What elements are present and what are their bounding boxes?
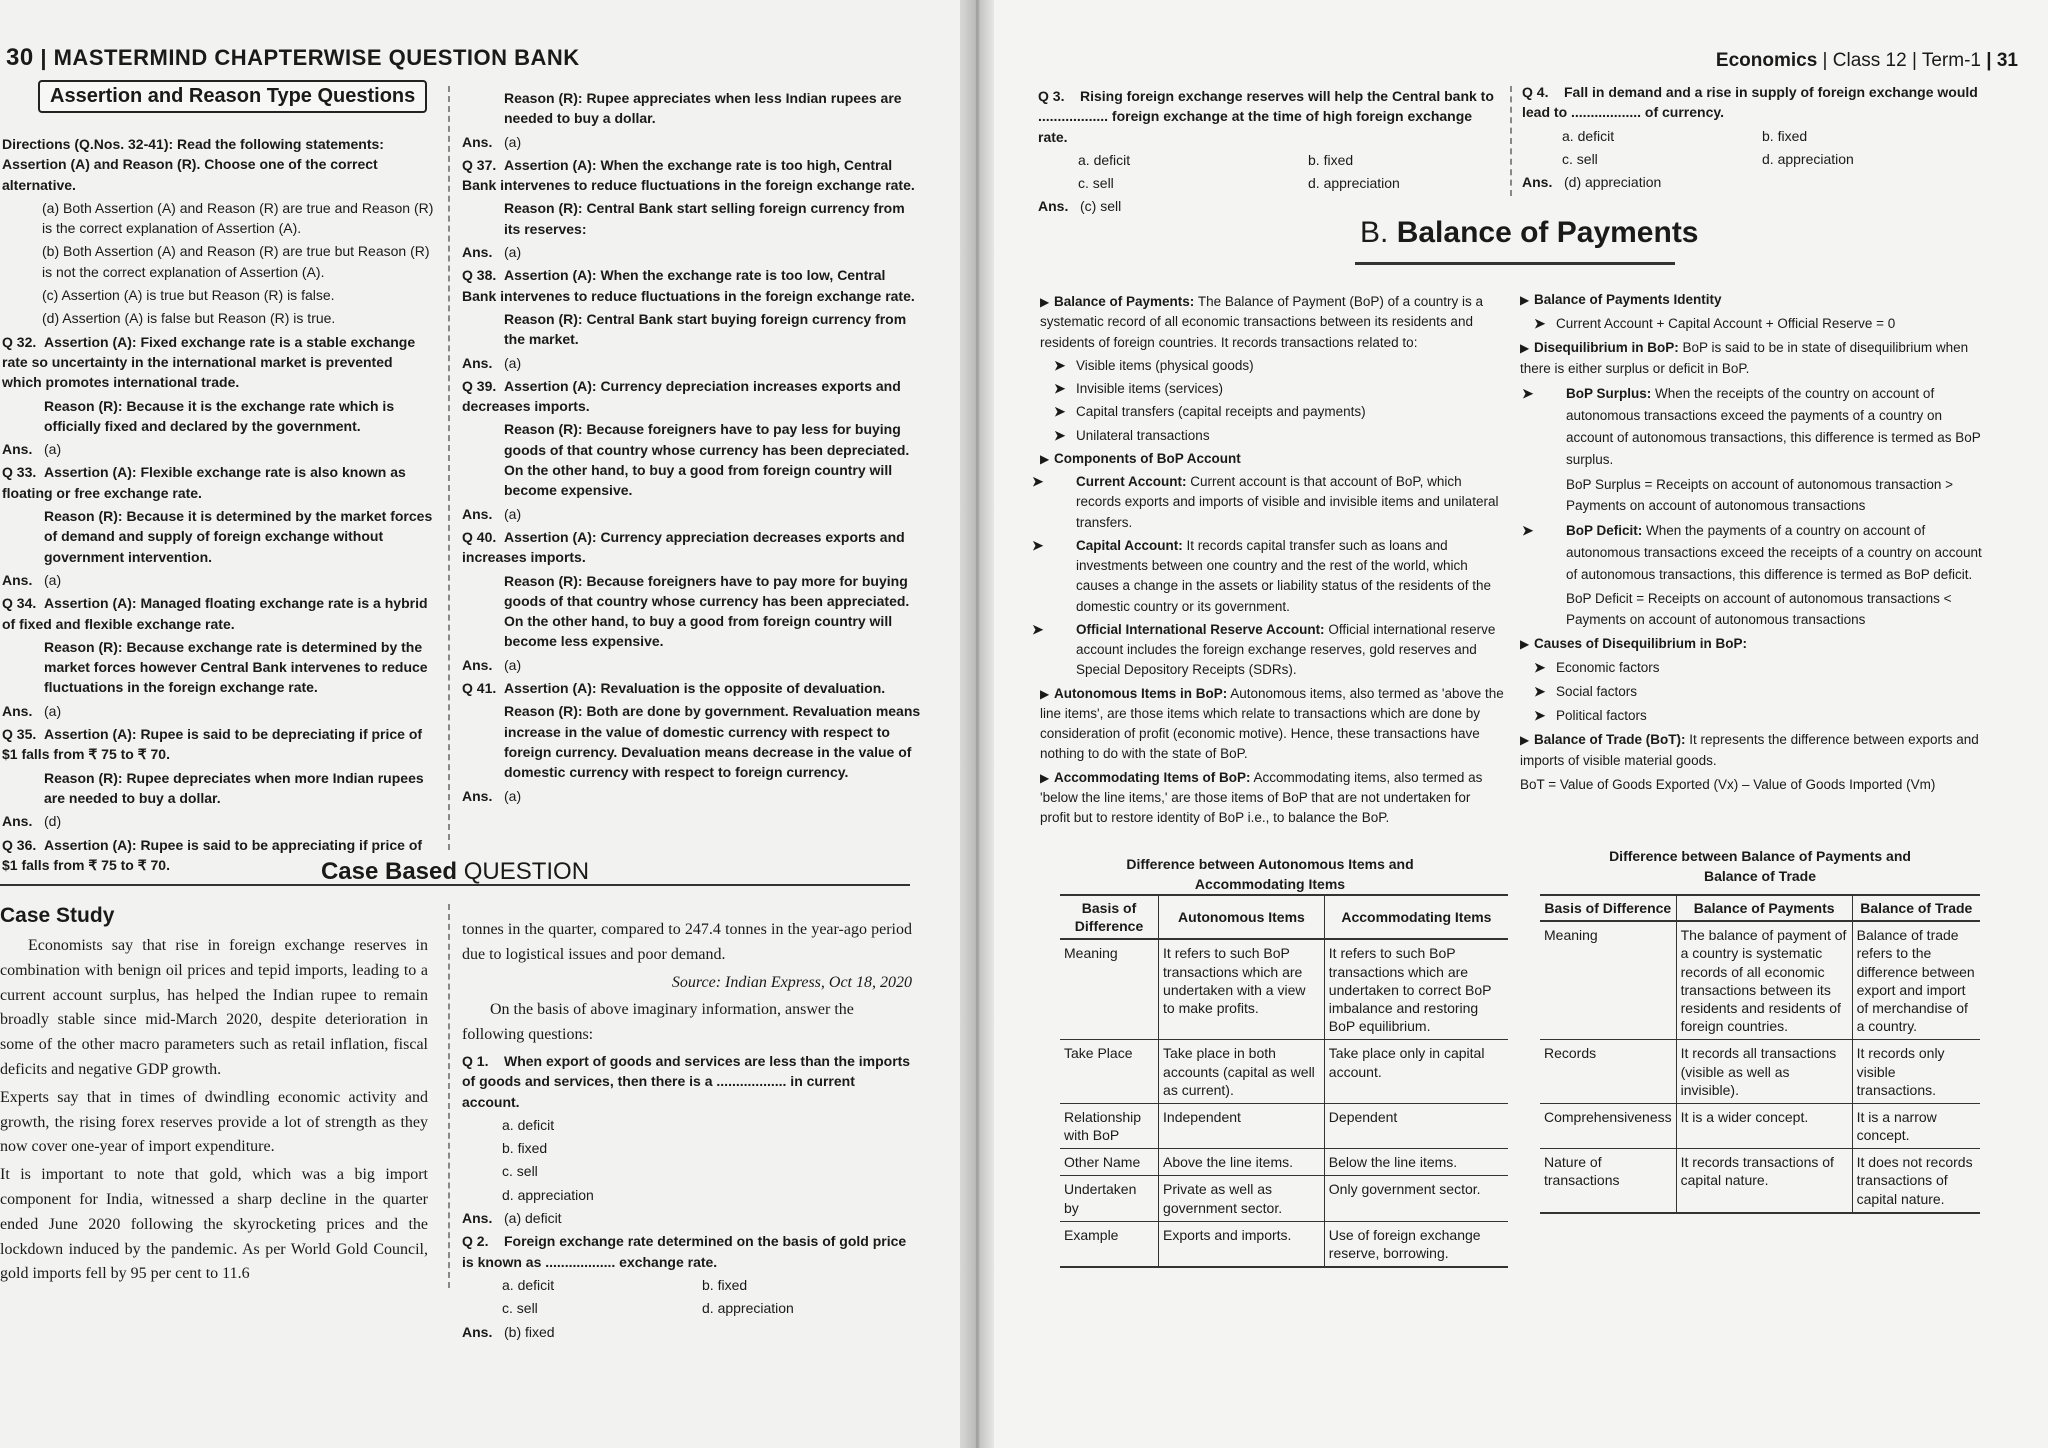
term-label: Term-1 bbox=[1921, 50, 1981, 71]
table-cell: Below the line items. bbox=[1324, 1149, 1508, 1176]
table-row bbox=[1060, 1040, 1508, 1104]
assertion-text: Assertion (A): Revaluation is the opposite of devaluation. bbox=[504, 680, 886, 697]
table-row bbox=[1060, 1176, 1508, 1221]
table-cell: The balance of payment of a country is systematic records of all economic transactions between its residents and residents of foreign countries. bbox=[1676, 921, 1852, 1040]
table-cell: Only government sector. bbox=[1324, 1176, 1508, 1221]
q-number: Q 34. bbox=[2, 595, 37, 612]
assertion-text: Assertion (A): Rupee is said to be appreciating if price of $1 falls from ₹ 75 to ₹ 70. bbox=[2, 836, 423, 873]
table-row bbox=[1060, 1221, 1508, 1267]
table-cell: Records bbox=[1540, 1040, 1676, 1104]
option-b: b. fixed bbox=[1308, 151, 1354, 168]
table-cell: Relationship with BoP bbox=[1060, 1103, 1159, 1148]
table-cell: It refers to such BoP transactions which are undertaken with a view to make profits. bbox=[1159, 939, 1325, 1039]
bop-section-title bbox=[1360, 216, 1699, 250]
case-para-3: It is important to note that gold, which was a big import component for India, witnessed a sharp decline in the quarter ended June 2020 following the skyrocketing prices and the lockdown induced by the pandemic. As per World Gold Council, gold imports fell by 95 per cent to 11.6 bbox=[0, 1166, 428, 1283]
surplus-formula: BoP Surplus = Receipts on account of autonomous transaction > Payments on account of autonomous transactions bbox=[1566, 476, 1953, 513]
table-cell: Above the line items. bbox=[1159, 1149, 1325, 1176]
table-cell: Balance of trade refers to the difference between export and import of merchandise of a country. bbox=[1852, 921, 1980, 1040]
option-d: (d) Assertion (A) is false but Reason (R) is true. bbox=[42, 310, 336, 327]
table-cell: Other Name bbox=[1060, 1149, 1159, 1176]
assertion-text: Assertion (A): When the exchange rate is too high, Central Bank intervenes to reduce fluctuations in the foreign exchange rate. bbox=[462, 156, 915, 194]
table-row bbox=[1540, 1149, 1980, 1213]
answer: (a) bbox=[504, 244, 522, 261]
table-cell: It records all transactions (visible as well as invisible). bbox=[1676, 1040, 1852, 1104]
left-page-header: 30 | MASTERMIND CHAPTERWISE QUESTION BANK bbox=[6, 44, 580, 71]
table-cell: Undertaken by bbox=[1060, 1176, 1159, 1221]
option-a: a. deficit bbox=[1078, 151, 1131, 168]
column-header: Autonomous Items bbox=[1159, 895, 1325, 939]
table1-caption: Difference between Autonomous Items and Accommodating Items bbox=[1126, 856, 1414, 893]
table-cell: Take Place bbox=[1060, 1040, 1159, 1104]
case-question-3: Q 3. Rising foreign exchange reserves will help the Central bank to .................. foreign exchange at the time of high foreign exchange rate. a. deficit b. fixed c. sell d. appreciation Ans. (c) sell bbox=[1038, 88, 1494, 215]
answer: (c) sell bbox=[1080, 198, 1122, 215]
question-text: Rising foreign exchange reserves will help the Central bank to .................. foreign exchange at the time of high foreign exchange rate. bbox=[1038, 88, 1494, 145]
answer: (a) bbox=[504, 505, 522, 522]
assertion-section-title: Assertion and Reason Type Questions bbox=[38, 80, 427, 113]
table-cell: It does not records transactions of capital nature. bbox=[1852, 1149, 1980, 1213]
q-number: Q 32. bbox=[2, 333, 37, 350]
surplus-heading: BoP Surplus: bbox=[1566, 385, 1652, 401]
table-cell: It records only visible transactions. bbox=[1852, 1040, 1980, 1104]
question-text: Fall in demand and a rise in supply of foreign exchange would lead to .................. of currency. bbox=[1522, 84, 1978, 121]
cause-item: Social factors bbox=[1556, 684, 1638, 700]
question-text: Foreign exchange rate determined on the basis of gold price is known as .................. exchange rate. bbox=[462, 1233, 907, 1270]
assertion-text: Assertion (A): Flexible exchange rate is also known as floating or free exchange rate. bbox=[2, 464, 406, 501]
table-row bbox=[1060, 1149, 1508, 1176]
bot-formula: BoT = Value of Goods Exported (Vx) – Value of Goods Imported (Vm) bbox=[1520, 776, 1936, 792]
q-number: Q 41. bbox=[462, 680, 497, 697]
q-number: Q 4. bbox=[1522, 84, 1549, 100]
column-header: Balance of Trade bbox=[1852, 895, 1980, 921]
reason-text: Reason (R): Because it is the exchange rate which is officially fixed and declared by the government. bbox=[44, 397, 395, 434]
reason-text: Reason (R): Central Bank start selling foreign currency from its reserves: bbox=[504, 200, 905, 237]
causes-heading: Causes of Disequilibrium in BoP: bbox=[1534, 636, 1748, 652]
table-cell: Meaning bbox=[1060, 939, 1159, 1039]
case-study-col-1 bbox=[0, 934, 428, 1290]
assertion-text: Assertion (A): Managed floating exchange rate is a hybrid of fixed and flexible exchange rate. bbox=[2, 595, 428, 632]
autonomous-text: Autonomous items, also termed as 'above the line items', are those items which relate to transactions which are done by consideration of profit (economic motive). Hence, these transactions have nothing to do with the state of BoP. bbox=[1040, 685, 1504, 762]
column-header: Basis of Difference bbox=[1060, 895, 1159, 939]
section-title-text: Balance of Payments bbox=[1396, 216, 1699, 249]
q-number: Q 3. bbox=[1038, 88, 1065, 104]
case-para-4: tonnes in the quarter, compared to 247.4 tonnes in the year-ago period due to logistical issues and poor demand. bbox=[462, 921, 912, 963]
option-c: c. sell bbox=[502, 1163, 538, 1180]
q-number: Q 39. bbox=[462, 377, 497, 394]
right-page-header: Economics | Class 12 | Term-1 | 31 bbox=[1715, 50, 2018, 71]
cause-item: Political factors bbox=[1556, 708, 1647, 723]
bop-heading: Balance of Payments: bbox=[1054, 294, 1195, 309]
identity-formula: Current Account + Capital Account + Official Reserve = 0 bbox=[1556, 315, 1896, 331]
bot-text: It represents the difference between exports and imports of visible material goods. bbox=[1520, 731, 1979, 768]
case-based-heading bbox=[0, 858, 910, 886]
case-bar-light: QUESTION bbox=[463, 858, 590, 885]
option-a: (a) Both Assertion (A) and Reason (R) are true and Reason (R) is the correct explanation of Assertion (A). bbox=[42, 199, 434, 237]
answer: (d) bbox=[44, 813, 62, 830]
right-page-number: 31 bbox=[1996, 50, 2018, 71]
table2-caption: Difference between Balance of Payments and Balance of Trade bbox=[1609, 848, 1911, 885]
table-cell: Private as well as government sector. bbox=[1159, 1176, 1325, 1221]
capital-account-text: It records capital transfer such as loans and investments between one country and the rest of the world, which causes a change in the assets or liability status of the residents of the domestic country or its government. bbox=[1076, 537, 1491, 614]
q-number: Q 33. bbox=[2, 464, 37, 481]
bop-item: Capital transfers (capital receipts and payments) bbox=[1076, 404, 1366, 420]
surplus-text: When the receipts of the country on account of autonomous transactions exceed the payments of a country on account of autonomous transactions, this difference is termed as BoP surplus. bbox=[1566, 385, 1981, 468]
table-row bbox=[1060, 939, 1508, 1039]
section-letter: B. bbox=[1360, 216, 1389, 249]
answer: (a) bbox=[44, 441, 62, 458]
bop-item: Unilateral transactions bbox=[1076, 427, 1210, 443]
case-column-divider bbox=[448, 904, 450, 1288]
question-39: Q 39. Assertion (A): Currency depreciation increases exports and decreases imports. Reason (R): Because foreigners have to pay less for buying goods of that country whose currency has been depreciated. On the other hand, to buy a good from foreign country will become expensive. Ans. (a) bbox=[462, 376, 922, 524]
option-d: d. appreciation bbox=[1762, 150, 1854, 167]
column-divider bbox=[448, 86, 450, 850]
table-cell: It records transactions of capital nature. bbox=[1676, 1149, 1852, 1213]
q-number: Q 40. bbox=[462, 528, 497, 545]
table-cell: Dependent bbox=[1324, 1103, 1508, 1148]
accommodating-heading: Accommodating Items of BoP: bbox=[1054, 769, 1251, 785]
official-reserve-heading: Official International Reserve Account: bbox=[1076, 621, 1325, 637]
bop-text: The Balance of Payment (BoP) of a country is a systematic record of all economic transactions between its residents and residents of foreign countries. It records transactions related to: bbox=[1040, 294, 1483, 350]
option-c: c. sell bbox=[502, 1300, 538, 1317]
question-32: Q 32. Assertion (A): Fixed exchange rate is a stable exchange rate so uncertainty in the international market is prevented which promotes international trade. Reason (R): Because it is the exchange rate which is officially fixed and declared by the government. Ans. (a) bbox=[2, 332, 434, 460]
table-cell: Take place only in capital account. bbox=[1324, 1040, 1508, 1104]
assertion-text: Assertion (A): When the exchange rate is too low, Central Bank intervenes to reduce fluctuations in the foreign exchange rate. bbox=[462, 267, 915, 304]
option-b: b. fixed bbox=[1762, 127, 1808, 144]
q-number: Q 35. bbox=[2, 726, 37, 743]
reason-text: Reason (R): Central Bank start buying foreign currency from the market. bbox=[504, 310, 907, 348]
table-cell: It is a wider concept. bbox=[1676, 1103, 1852, 1148]
title-underline bbox=[1355, 262, 1675, 265]
answer: (a) bbox=[44, 571, 62, 588]
table-cell: It refers to such BoP transactions which are undertaken to correct BoP imbalance and restoring BoP equilibrium. bbox=[1324, 939, 1508, 1039]
table-cell: Example bbox=[1060, 1221, 1159, 1267]
case-para-1: Economists say that rise in foreign exchange reserves in combination with benign oil prices and tepid imports, leading to a current account surplus, has helped the Indian rupee to remain broadly stable since mid-March 2020, despite deterioration in some of the other macro parameters such as retail inflation, fiscal deficits and negative GDP growth. bbox=[0, 937, 428, 1078]
subject-label: Economics bbox=[1715, 50, 1818, 71]
capital-account-heading: Capital Account: bbox=[1076, 537, 1183, 553]
table-row bbox=[1060, 1103, 1508, 1148]
disequilibrium-text: BoP is said to be in state of disequilibrium when there is either surplus or deficit in BoP. bbox=[1520, 339, 1969, 376]
deficit-formula: BoP Deficit = Receipts on account of autonomous transactions < Payments on account of autonomous transactions bbox=[1566, 591, 1952, 628]
q-number: Q 2. bbox=[462, 1233, 489, 1250]
table-header-row bbox=[1540, 895, 1980, 921]
option-c: c. sell bbox=[1078, 175, 1114, 192]
assertion-col-2: Reason (R): Rupee appreciates when less Indian rupees are needed to buy a dollar. Ans. (a) Q 37. Assertion (A): When the exchange rate is too high, Central Bank intervenes to reduce fluctuations in the foreign exchange rate. Reason (R): Central Bank start selling foreign currency from its reserves: Ans. (a) Q 38. Assertion (A): When the exchange rate is too low, Central Bank intervenes to reduce fluctuations in the foreign exchange rate. Reason (R): Central Bank start buying foreign currency from the market. Ans. (a) Q 39. Assertion (A): Currency depreciation increases exports and decreases imports. Reason (R): Because foreigners have to pay less for buying goods of that country whose currency has been depreciated. On the other hand, to buy a good from foreign country will become expensive. Ans. (a) Q 40. Assertion (A): Currency appreciation decreases exports and increases imports. Reason (R): Because foreigners have to pay more for buying goods of that country whose currency has been appreciated. On the other hand, to buy a good from foreign country will become less expensive. Ans. (a) Q 41. Assertion (A): Revaluation is the opposite of devaluation. Reason (R): Both are done by government. Revaluation means increase in the value of domestic currency with respect to foreign currency. Devaluation means decrease in the value of domestic currency with respect to foreign currency. Ans. (a) bbox=[462, 88, 922, 809]
current-account-text: Current account is that account of BoP, which records exports and imports of visible and invisible items and unilateral transfers. bbox=[1076, 474, 1499, 530]
bop-right-column: ▶ Balance of Payments Identity ➤ Current Account + Capital Account + Official Reserve = 0 ▶ Disequilibrium in BoP: BoP is said to be in state of disequilibrium when there is either surplus or deficit in BoP. ➤ BoP Surplus: When the receipts of the country on account of autonomous transactions exceed the payments of a country on account of autonomous transactions, this difference is termed as BoP surplus. BoP Surplus = Receipts on account of autonomous transaction > Payments on account of autonomous transactions ➤ BoP Deficit: When the payments of a country on account of autonomous transactions exceed the receipts of a country on account of autonomous transactions, this difference is termed as BoP deficit. BoP Deficit = Receipts on account of autonomous transactions < Payments on account of autonomous transactions ▶ Causes of Disequilibrium in BoP: ➤ Economic factors ➤ Social factors ➤ Political factors ▶ Balance of Trade (BoT): It represents the difference between exports and imports of visible material goods. BoT = Value of Goods Exported (Vx) – Value of Goods Imported (Vm) bbox=[1520, 290, 1988, 799]
table-row bbox=[1540, 1103, 1980, 1148]
question-38: Q 38. Assertion (A): When the exchange rate is too low, Central Bank intervenes to reduce fluctuations in the foreign exchange rate. Reason (R): Central Bank start buying foreign currency from the market. Ans. (a) bbox=[462, 265, 922, 372]
q-number: Q 38. bbox=[462, 267, 497, 284]
table-cell: Independent bbox=[1159, 1103, 1325, 1148]
q-number: Q 1. bbox=[462, 1052, 489, 1069]
bop-item: Invisible items (services) bbox=[1076, 381, 1224, 396]
option-c: c. sell bbox=[1562, 150, 1598, 167]
q-number: Q 37. bbox=[462, 156, 497, 173]
table-cell: Comprehensiveness bbox=[1540, 1103, 1676, 1148]
option-b: (b) Both Assertion (A) and Reason (R) are true but Reason (R) is not the correct explanation of Assertion (A). bbox=[42, 243, 430, 280]
reason-text: Reason (R): Both are done by government. Revaluation means increase in the value of domestic currency with respect to foreign currency. Devaluation means decrease in the value of domestic currency with respect to foreign currency. bbox=[504, 703, 921, 781]
identity-heading: Balance of Payments Identity bbox=[1534, 292, 1722, 307]
table-row bbox=[1540, 1040, 1980, 1104]
q36-answer: (a) bbox=[504, 133, 522, 150]
left-page-number: 30 bbox=[6, 44, 34, 71]
current-account-heading: Current Account: bbox=[1076, 474, 1187, 489]
reason-text: Reason (R): Rupee depreciates when more Indian rupees are needed to buy a dollar. bbox=[44, 769, 424, 806]
answer: (a) bbox=[44, 702, 62, 719]
table-cell: Meaning bbox=[1540, 921, 1676, 1040]
autonomous-heading: Autonomous Items in BoP: bbox=[1054, 685, 1228, 701]
answer: (b) fixed bbox=[504, 1323, 555, 1340]
option-d: d. appreciation bbox=[1308, 175, 1400, 192]
bop-vs-bot-table bbox=[1540, 894, 1980, 1214]
answer: (a) bbox=[504, 787, 522, 804]
question-34: Q 34. Assertion (A): Managed floating exchange rate is a hybrid of fixed and flexible exchange rate. Reason (R): Because exchange rate is determined by the market forces however Central Bank intervenes to reduce fluctuations in the foreign exchange rate. Ans. (a) bbox=[2, 593, 434, 721]
option-a: a. deficit bbox=[1562, 127, 1615, 144]
question-33: Q 33. Assertion (A): Flexible exchange rate is also known as floating or free exchange rate. Reason (R): Because it is determined by the market forces of demand and supply of foreign exchange without government intervention. Ans. (a) bbox=[2, 464, 433, 588]
answer: (a) bbox=[504, 656, 522, 673]
case-question-4: Q 4. Fall in demand and a rise in supply of foreign exchange would lead to .................. of currency. a. deficit b. fixed c. sell d. appreciation Ans. (d) appreciation bbox=[1522, 84, 1978, 191]
assertion-col-1 bbox=[2, 134, 434, 878]
case-study-col-2 bbox=[462, 918, 912, 1345]
question-37: Q 37. Assertion (A): When the exchange rate is too high, Central Bank intervenes to reduce fluctuations in the foreign exchange rate. Reason (R): Central Bank start selling foreign currency from its reserves: Ans. (a) bbox=[462, 155, 922, 262]
brand-title: MASTERMIND CHAPTERWISE QUESTION BANK bbox=[53, 45, 580, 70]
option-d: d. appreciation bbox=[702, 1300, 794, 1317]
accommodating-text: Accommodating items, also termed as 'below the line items,' are those items of BoP that are not undertaken for profit but to restore identity of BoP i.e., to balance the BoP. bbox=[1040, 769, 1483, 825]
class-label: Class 12 bbox=[1832, 50, 1907, 71]
q-column-divider bbox=[1510, 86, 1512, 196]
reason-text: Reason (R): Because foreigners have to pay more for buying goods of that country whose currency has been appreciated. On the other hand, to buy a good from foreign country will become less expensive. bbox=[504, 572, 910, 650]
q36-reason: Reason (R): Rupee appreciates when less Indian rupees are needed to buy a dollar. bbox=[504, 90, 902, 127]
table-header-row bbox=[1060, 895, 1508, 939]
option-c: (c) Assertion (A) is true but Reason (R) is false. bbox=[42, 287, 335, 304]
case-source: Source: Indian Express, Oct 18, 2020 bbox=[671, 973, 912, 991]
question-41: Q 41. Assertion (A): Revaluation is the opposite of devaluation. Reason (R): Both are done by government. Revaluation means increase in the value of domestic currency with respect to foreign currency. Devaluation means decrease in the value of domestic currency with respect to foreign currency. Ans. (a) bbox=[462, 680, 921, 804]
table-row bbox=[1540, 921, 1980, 1040]
components-heading: Components of BoP Account bbox=[1054, 450, 1241, 466]
table-cell: Use of foreign exchange reserve, borrowing. bbox=[1324, 1221, 1508, 1267]
column-header: Accommodating Items bbox=[1324, 895, 1508, 939]
bop-left-column: ▶ Balance of Payments: The Balance of Payment (BoP) of a country is a systematic record of all economic transactions between its residents and residents of foreign countries. It records transactions related to: ➤ Visible items (physical goods) ➤ Invisible items (services) ➤ Capital transfers (capital receipts and payments) ➤ Unilateral transactions ▶ Components of BoP Account ➤ Current Account: Current account is that account of BoP, which records exports and imports of visible and invisible items and unilateral transfers. ➤ Capital Account: It records capital transfer such as loans and investments between one country and the rest of the world, which causes a change in the assets or liability status of the residents of the domestic country or its government. ➤ Official International Reserve Account: Official international reserve account includes the foreign exchange reserves, gold reserves and Special Depository Receipts (SDRs). ▶ Autonomous Items in BoP: Autonomous items, also termed as 'above the line items', are those items which relate to transactions which are done by consideration of profit (economic motive). Hence, these transactions have nothing to do with the state of BoP. ▶ Accommodating Items of BoP: Accommodating items, also termed as 'below the line items,' are those items of BoP that are not undertaken for profit but to restore identity of BoP i.e., to balance the BoP. bbox=[1032, 294, 1504, 825]
case-bar-bold: Case Based bbox=[320, 858, 458, 885]
q-number: Q 36. bbox=[2, 836, 37, 853]
autonomous-vs-accommodating-table bbox=[1060, 894, 1508, 1268]
reason-text: Reason (R): Because foreigners have to pay less for buying goods of that country whose currency has been depreciated. On the other hand, to buy a good from foreign country will become expensive. bbox=[504, 421, 910, 499]
table-cell: It is a narrow concept. bbox=[1852, 1103, 1980, 1148]
case-question-1: Q 1. When export of goods and services are less than the imports of goods and services, then there is a .................. in current account. a. deficit b. fixed c. sell d. appreciation Ans. (a) deficit bbox=[462, 1052, 911, 1227]
book-gutter bbox=[960, 0, 994, 1448]
bot-heading: Balance of Trade (BoT): bbox=[1534, 731, 1686, 747]
case-question-2: Q 2. Foreign exchange rate determined on the basis of gold price is known as .................. exchange rate. a. deficit b. fixed c. sell d. appreciation Ans. (b) fixed bbox=[462, 1233, 907, 1340]
directions: Directions (Q.Nos. 32-41): Read the following statements: Assertion (A) and Reason (R). Choose one of the correct alternative. bbox=[2, 136, 384, 193]
disequilibrium-heading: Disequilibrium in BoP: bbox=[1534, 339, 1679, 355]
answer: (a) deficit bbox=[504, 1210, 562, 1227]
question-40: Q 40. Assertion (A): Currency appreciation decreases exports and increases imports. Reason (R): Because foreigners have to pay more for buying goods of that country whose currency has been appreciated. On the other hand, to buy a good from foreign country will become less expensive. Ans. (a) bbox=[462, 527, 922, 675]
option-a: a. deficit bbox=[502, 1116, 555, 1133]
answer: (d) appreciation bbox=[1564, 174, 1662, 191]
assertion-text: Assertion (A): Currency depreciation increases exports and decreases imports. bbox=[462, 377, 901, 415]
reason-text: Reason (R): Because exchange rate is determined by the market forces however Central Bank intervenes to reduce fluctuations in the foreign exchange rate. bbox=[44, 638, 428, 696]
deficit-heading: BoP Deficit: bbox=[1566, 522, 1643, 538]
question-35: Q 35. Assertion (A): Rupee is said to be depreciating if price of $1 falls from ₹ 75 to ₹ 70. Reason (R): Rupee depreciates when more Indian rupees are needed to buy a dollar. Ans. (d) bbox=[2, 724, 434, 831]
assertion-text: Assertion (A): Rupee is said to be depreciating if price of $1 falls from ₹ 75 to ₹ 70. bbox=[2, 726, 423, 763]
table-cell: Take place in both accounts (capital as well as current). bbox=[1159, 1040, 1325, 1104]
official-reserve-text: Official international reserve account includes the foreign exchange reserves, gold reserves and Special Depository Receipts (SDRs). bbox=[1076, 621, 1496, 678]
assertion-text: Assertion (A): Fixed exchange rate is a stable exchange rate so uncertainty in the international market is prevented which promotes international trade. bbox=[2, 333, 416, 391]
reason-text: Reason (R): Because it is determined by the market forces of demand and supply of foreign exchange without government intervention. bbox=[44, 508, 433, 565]
option-b: b. fixed bbox=[502, 1140, 548, 1157]
question-text: When export of goods and services are less than the imports of goods and services, then there is a .................. in current account. bbox=[462, 1052, 911, 1110]
option-b: b. fixed bbox=[702, 1276, 748, 1293]
cause-item: Economic factors bbox=[1556, 660, 1660, 676]
option-a: a. deficit bbox=[502, 1276, 555, 1293]
column-header: Balance of Payments bbox=[1676, 895, 1852, 921]
table-cell: Exports and imports. bbox=[1159, 1221, 1325, 1267]
case-intro: On the basis of above imaginary information, answer the following questions: bbox=[462, 1001, 854, 1044]
option-d: d. appreciation bbox=[502, 1186, 594, 1203]
table-cell: Nature of transactions bbox=[1540, 1149, 1676, 1213]
answer: (a) bbox=[504, 354, 522, 371]
case-study-title: Case Study bbox=[0, 904, 115, 927]
assertion-text: Assertion (A): Currency appreciation decreases exports and increases imports. bbox=[462, 528, 905, 566]
case-para-2: Experts say that in times of dwindling economic activity and growth, the rising forex reserves provide a lot of strength as they now cover one-year of import expenditure. bbox=[0, 1088, 428, 1156]
deficit-text: When the payments of a country on account of autonomous transactions exceed the receipts of a country on account of autonomous transactions, this difference is termed as BoP deficit. bbox=[1566, 522, 1982, 583]
column-header: Basis of Difference bbox=[1540, 895, 1676, 921]
bop-item: Visible items (physical goods) bbox=[1076, 357, 1254, 373]
